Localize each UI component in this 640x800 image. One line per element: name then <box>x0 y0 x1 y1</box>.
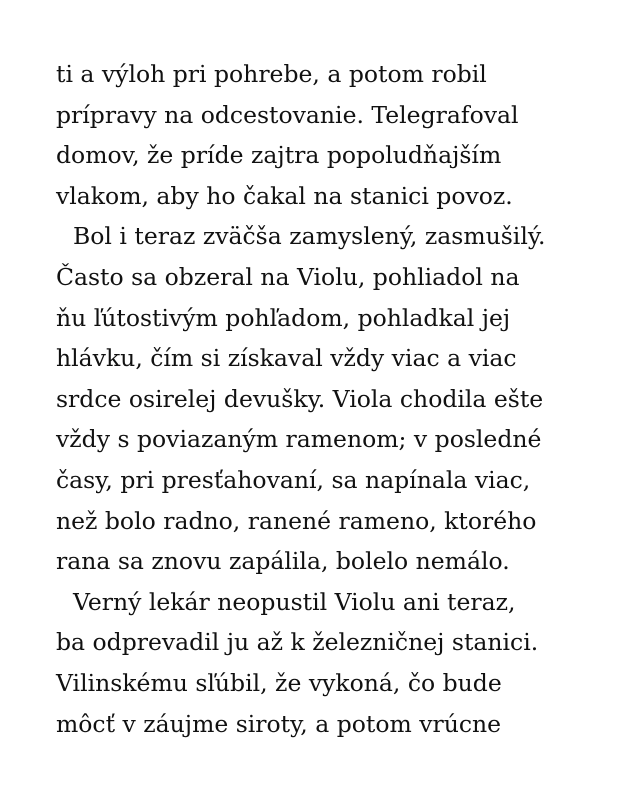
text-line-4: vlakom, aby ho čakal na stanici povoz. <box>56 181 513 210</box>
text-line-15: ba odprevadil ju až k železničnej stanici. <box>56 628 539 657</box>
text-line-10: vždy s poviazaným ramenom; v posledné <box>56 425 542 454</box>
text-line-12: než bolo radno, ranené rameno, ktorého <box>56 506 537 535</box>
paragraph-start-line-14: Verný lekár neopustil Violu ani teraz, <box>73 587 516 616</box>
text-line-1: ti a výloh pri pohrebe, a potom robil <box>56 60 487 88</box>
paragraph-start-line-5: Bol i teraz zväčša zamyslený, zasmušilý. <box>73 222 546 251</box>
text-line-17: môcť v záujme siroty, a potom vrúcne <box>56 709 502 738</box>
text-line-2: prípravy na odcestovanie. Telegrafoval <box>56 100 519 129</box>
body-text <box>56 54 616 744</box>
text-line-7: ňu ľútostivým pohľadom, pohladkal jej <box>56 303 511 332</box>
text-line-13: rana sa znovu zapálila, bolelo nemálo. <box>56 547 510 576</box>
text-line-6: Často sa obzeral na Violu, pohliadol na <box>56 262 520 291</box>
text-line-16: Vilinskému sľúbil, že vykoná, čo bude <box>56 668 502 697</box>
text-line-3: domov, že príde zajtra popoludňajším <box>56 141 502 170</box>
text-line-9: srdce osirelej devušky. Viola chodila ešte <box>56 384 544 413</box>
text-line-11: časy, pri presťahovaní, sa napínala viac, <box>56 465 531 494</box>
text-line-8: hlávku, čím si získaval vždy viac a viac <box>56 344 517 373</box>
